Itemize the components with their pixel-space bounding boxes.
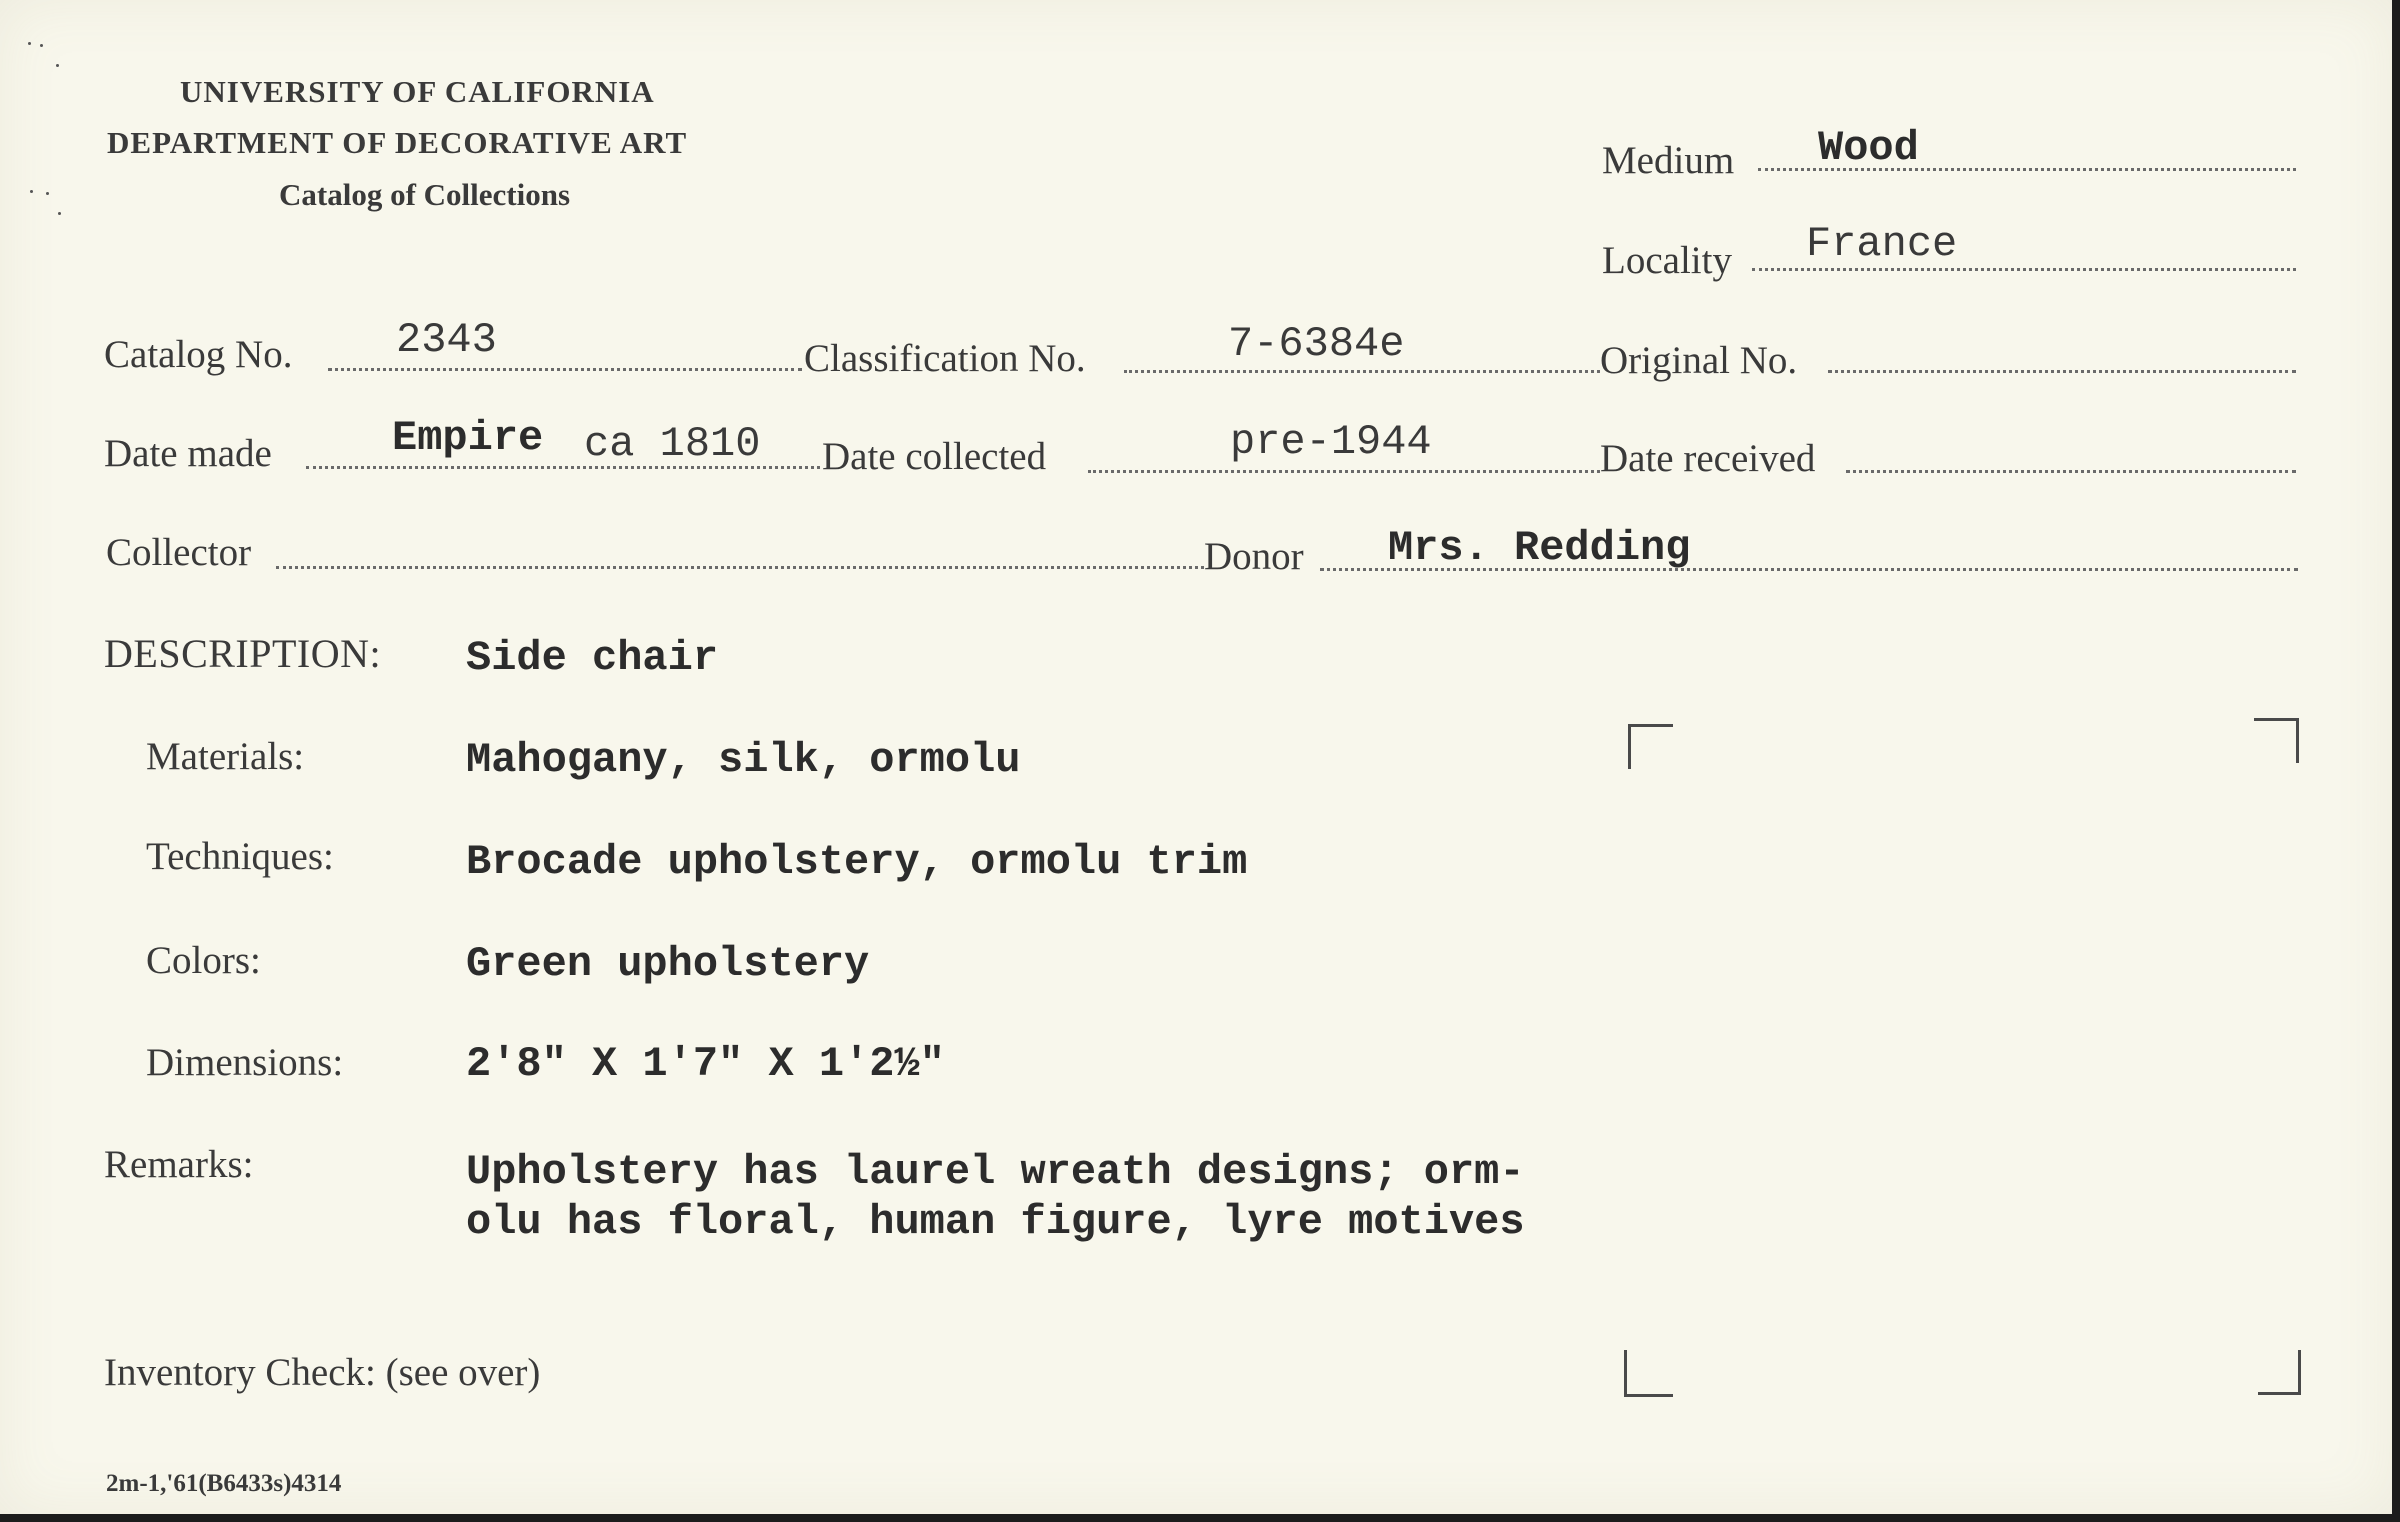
techniques-value: Brocade upholstery, ormolu trim (466, 838, 1248, 886)
donor-label: Donor (1204, 535, 1304, 578)
dimensions-label: Dimensions: (146, 1041, 344, 1084)
photo-corner-top-right (2254, 718, 2299, 763)
colors-value: Green upholstery (466, 940, 870, 988)
medium-label: Medium (1602, 139, 1735, 182)
locality-line (1752, 268, 2296, 271)
date-collected-line (1088, 470, 1600, 473)
medium-value: Wood (1818, 124, 1919, 172)
department-name: DEPARTMENT OF DECORATIVE ART (107, 125, 688, 160)
collector-label: Collector (106, 531, 252, 574)
catalog-no-line (328, 368, 802, 371)
remarks-line-1: Upholstery has laurel wreath designs; orm- (466, 1148, 1525, 1196)
donor-value: Mrs. Redding (1388, 524, 1691, 572)
remarks-label: Remarks: (104, 1143, 254, 1186)
date-made-style-value: Empire (392, 414, 544, 462)
materials-label: Materials: (146, 735, 305, 778)
date-received-label: Date received (1600, 437, 1816, 480)
institution-name: UNIVERSITY OF CALIFORNIA (180, 74, 655, 109)
locality-value: France (1806, 220, 1958, 268)
dimensions-value: 2'8" X 1'7" X 1'2½" (466, 1040, 945, 1088)
date-collected-value: pre-1944 (1230, 418, 1432, 466)
speck (28, 42, 31, 45)
speck (46, 192, 49, 195)
catalog-no-value: 2343 (396, 316, 497, 364)
photo-corner-bottom-right (2258, 1350, 2301, 1395)
remarks-line-2: olu has floral, human figure, lyre motives (466, 1198, 1525, 1246)
date-made-label: Date made (104, 432, 272, 475)
colors-label: Colors: (146, 939, 261, 982)
date-received-line (1846, 470, 2296, 473)
description-label: DESCRIPTION: (104, 631, 382, 676)
inventory-check-label: Inventory Check: (see over) (104, 1351, 541, 1394)
original-no-label: Original No. (1600, 339, 1798, 382)
classification-no-line (1124, 370, 1600, 373)
locality-label: Locality (1602, 239, 1732, 282)
speck (58, 212, 61, 215)
description-value: Side chair (466, 634, 719, 682)
catalog-no-label: Catalog No. (104, 333, 293, 376)
speck (30, 190, 33, 193)
catalog-title: Catalog of Collections (279, 177, 571, 212)
speck (56, 64, 59, 67)
date-collected-label: Date collected (822, 435, 1047, 478)
date-made-date-value: ca 1810 (584, 420, 761, 468)
photo-corner-top-left (1628, 724, 1673, 769)
collector-line (276, 566, 1204, 569)
speck (40, 44, 43, 47)
original-no-line (1828, 370, 2296, 373)
classification-no-label: Classification No. (804, 337, 1086, 380)
photo-corner-bottom-left (1624, 1350, 1673, 1397)
techniques-label: Techniques: (146, 835, 334, 878)
form-code: 2m-1,'61(B6433s)4314 (106, 1470, 342, 1497)
materials-value: Mahogany, silk, ormolu (466, 736, 1021, 784)
classification-no-value: 7-6384e (1228, 320, 1405, 368)
